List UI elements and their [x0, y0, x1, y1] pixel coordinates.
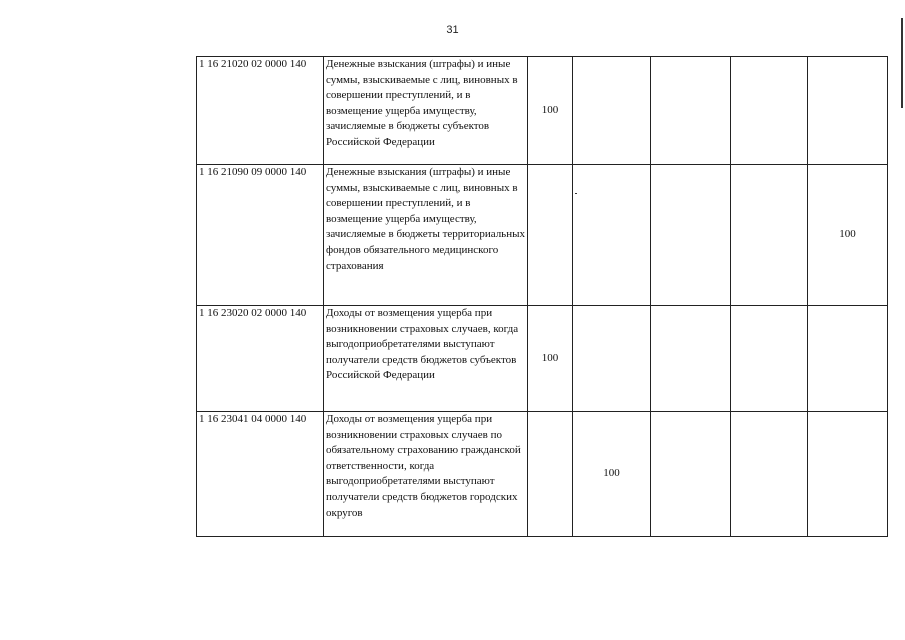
row-value-cell [528, 57, 573, 165]
row-value: 100 [541, 351, 559, 364]
row-value-cell [651, 57, 731, 165]
row-description: Денежные взыскания (штрафы) и иные суммы, взыскиваемые с лиц, виновных в совершении преступлений, и в возмещение ущерба имуществу, зачисляемые в бюджеты субъектов Российской Федерации [324, 57, 528, 165]
row-value-cell [808, 57, 888, 165]
row-value-cell [528, 306, 573, 412]
row-value-cell [808, 412, 888, 537]
row-value-cell [731, 57, 808, 165]
row-value-cell [528, 412, 573, 537]
row-value: 100 [541, 103, 559, 116]
row-description: Доходы от возмещения ущерба при возникновении страховых случаев по обязательному страхованию гражданской ответственности, когда выгодоприобретателями выступают получатели средств бюджетов городских округов [324, 412, 528, 537]
table-row [197, 306, 888, 412]
row-value-cell [528, 165, 573, 306]
row-value-cell [731, 165, 808, 306]
row-value-cell [651, 165, 731, 306]
row-value-cell [573, 306, 651, 412]
row-value-cell [573, 57, 651, 165]
row-description: Денежные взыскания (штрафы) и иные суммы, взыскиваемые с лиц, виновных в совершении преступлений, и в возмещение ущерба имуществу, зачисляемые в бюджеты территориальных фондов обязательного медицинского страхования [324, 165, 528, 306]
row-value-cell [573, 412, 651, 537]
row-value-cell [808, 306, 888, 412]
row-value-cell [731, 306, 808, 412]
row-code: 1 16 21020 02 0000 140 [197, 57, 324, 165]
row-code: 1 16 23041 04 0000 140 [197, 412, 324, 537]
row-description: Доходы от возмещения ущерба при возникновении страховых случаев, когда выгодоприобретателями выступают получатели средств бюджетов субъектов Российской Федерации [324, 306, 528, 412]
row-code: 1 16 23020 02 0000 140 [197, 306, 324, 412]
row-value-cell [573, 165, 651, 306]
scan-mark [575, 193, 577, 194]
table-row [197, 57, 888, 165]
budget-classification-table [196, 56, 888, 537]
row-code: 1 16 21090 09 0000 140 [197, 165, 324, 306]
page-edge-line [901, 18, 903, 108]
table-row [197, 165, 888, 306]
page-number: 31 [446, 24, 459, 36]
row-value-cell [731, 412, 808, 537]
table-row [197, 412, 888, 537]
row-value: 100 [839, 228, 856, 241]
row-value-cell [651, 412, 731, 537]
row-value: 100 [603, 467, 620, 480]
row-value-cell [808, 165, 888, 306]
row-value-cell [651, 306, 731, 412]
